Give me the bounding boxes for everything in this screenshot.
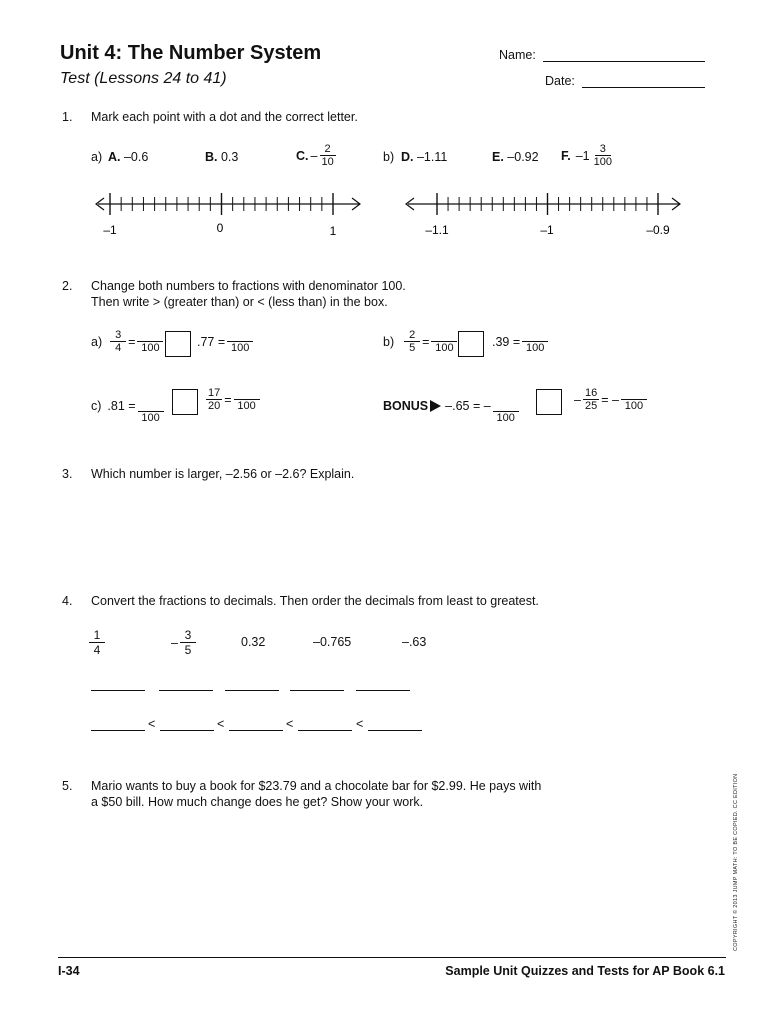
q2b-denominator: 5	[409, 342, 416, 354]
line-b-label-min: –1.1	[425, 223, 449, 237]
q4-order-blank-2[interactable]	[160, 730, 214, 731]
q5-work-area[interactable]	[91, 815, 711, 945]
bonus-decimal-denominator: 100	[496, 412, 515, 424]
q2c-denominator: 20	[208, 400, 221, 412]
q4-decimal-blank-5[interactable]	[356, 690, 410, 691]
q2a-fraction	[110, 329, 126, 354]
q2b-prefix: b)	[383, 334, 395, 349]
q2b-compare-box[interactable]	[458, 331, 484, 357]
footer-book-title: Sample Unit Quizzes and Tests for AP Book 6.1	[445, 964, 725, 978]
q5-number: 5.	[62, 779, 73, 793]
q4-order-blank-3[interactable]	[229, 730, 283, 731]
q4-decimal-blank-1[interactable]	[91, 690, 145, 691]
q2a-answer-denominator: 100	[141, 342, 160, 354]
q1b-prefix: b)	[383, 150, 395, 164]
point-f-denominator: 100	[593, 156, 612, 168]
name-field[interactable]	[543, 61, 705, 62]
q2a-compare-box[interactable]	[165, 331, 191, 357]
q2c-fraction	[206, 387, 222, 412]
q2b-answer-denominator: 100	[435, 342, 454, 354]
point-e-value: –0.92	[507, 150, 539, 164]
bonus-answer-denominator: 100	[624, 400, 644, 412]
date-label: Date:	[545, 74, 575, 88]
point-f-item	[561, 143, 614, 168]
point-a-label: A.	[108, 150, 121, 164]
name-label: Name:	[499, 48, 536, 62]
q4-less-than-1: <	[148, 717, 156, 731]
q4-less-than-4: <	[356, 717, 364, 731]
q2b-right	[492, 329, 548, 354]
q4-fraction-1	[89, 628, 105, 657]
line-b-label-max: –0.9	[646, 223, 670, 237]
q3-answer-area[interactable]	[91, 490, 711, 580]
q2c-prefix: c)	[91, 398, 102, 413]
bonus-decimal: –.65 = –	[445, 398, 491, 413]
point-c-label: C.	[296, 148, 309, 163]
q4-f1-denominator: 4	[93, 643, 101, 657]
q4-order-blank-1[interactable]	[91, 730, 145, 731]
point-c-item	[296, 143, 336, 168]
q2c-right: $\frac{17}{20}$ = 100	[206, 387, 260, 412]
q2-number: 2.	[62, 279, 73, 293]
q2a-left: a) $\frac{3}{4}$ = 100	[91, 329, 163, 354]
q4-f2-sign: –	[171, 635, 178, 650]
q4-less-than-3: <	[286, 717, 294, 731]
point-b-item	[205, 150, 238, 164]
number-line-b[interactable]	[400, 190, 690, 240]
q2b-fraction	[404, 329, 420, 354]
q4-order-blank-4[interactable]	[298, 730, 352, 731]
point-a-item	[108, 150, 148, 164]
point-f-whole: –1	[575, 148, 590, 163]
point-b-label: B.	[205, 150, 218, 164]
q4-less-than-2: <	[217, 717, 225, 731]
q2b-answer-fraction[interactable]	[431, 329, 457, 354]
page-title: Unit 4: The Number System	[60, 42, 322, 64]
q2b-decimal-denominator: 100	[525, 342, 545, 354]
line-b-label-mid: –1	[540, 223, 554, 237]
bonus-fraction	[583, 387, 599, 412]
point-c-numerator: 2	[320, 143, 336, 156]
q2c-answer-denominator: 100	[237, 400, 256, 412]
point-f-label: F.	[561, 148, 571, 163]
bonus-decimal-fraction[interactable]	[493, 399, 519, 424]
q4-f1-numerator: 1	[89, 628, 105, 643]
footer-page-number: I-34	[58, 964, 80, 978]
copyright-notice: COPYRIGHT © 2013 JUMP MATH: TO BE COPIED. CC EDITION	[733, 773, 739, 951]
q2b-decimal-fraction[interactable]	[522, 329, 548, 354]
point-c-fraction	[319, 143, 335, 168]
q2c-decimal: .81 =	[107, 398, 136, 413]
bonus-left	[383, 387, 519, 424]
q4-decimal-blank-2[interactable]	[159, 690, 213, 691]
point-d-item	[401, 150, 447, 164]
point-f-numerator: 3	[595, 143, 611, 156]
line-a-label-min: –1	[103, 223, 117, 237]
q2c-answer-fraction[interactable]	[234, 387, 260, 412]
footer-rule	[58, 957, 726, 958]
q2-prompt-line2: Then write > (greater than) or < (less than) in the box.	[91, 295, 388, 309]
bonus-compare-box[interactable]	[536, 389, 562, 415]
q2a-answer-fraction[interactable]	[137, 329, 163, 354]
point-c-sign: –	[310, 148, 318, 163]
q2a-decimal: .77 =	[197, 334, 226, 349]
bonus-arrow-icon	[430, 400, 441, 412]
point-e-label: E.	[492, 150, 504, 164]
q2c-numerator: 17	[208, 387, 221, 399]
line-a-label-max: 1	[329, 224, 337, 238]
q2b-decimal: .39 =	[492, 334, 521, 349]
q4-prompt: Convert the fractions to decimals. Then order the decimals from least to greatest.	[91, 594, 539, 608]
q3-number: 3.	[62, 467, 73, 481]
q2a-prefix: a)	[91, 334, 103, 349]
q3-prompt: Which number is larger, –2.56 or –2.6? Explain.	[91, 467, 355, 481]
q1-number: 1.	[62, 110, 73, 124]
q4-f2-numerator: 3	[180, 628, 196, 643]
q4-f2-denominator: 5	[184, 643, 192, 657]
q5-prompt-line1: Mario wants to buy a book for $23.79 and a chocolate bar for $2.99. He pays with	[91, 779, 542, 793]
bonus-numerator: 16	[584, 387, 598, 399]
date-field[interactable]	[582, 87, 705, 88]
q5-prompt-line2: a $50 bill. How much change does he get? Show your work.	[91, 795, 424, 809]
q2c-left	[91, 387, 164, 424]
point-b-value: 0.3	[220, 150, 239, 164]
line-a-label-zero: 0	[216, 221, 224, 235]
point-d-value: –1.11	[416, 150, 448, 164]
bonus-right: – $\frac{16}{25}$ = – 100	[574, 387, 647, 412]
q2a-right	[197, 329, 253, 354]
point-f-fraction	[592, 143, 614, 168]
bonus-denominator: 25	[584, 400, 598, 412]
number-line-a[interactable]	[90, 190, 370, 240]
point-e-item	[492, 150, 539, 164]
q2b-left: b) $\frac{2}{5}$ = 100	[383, 329, 457, 354]
bonus-answer-fraction[interactable]	[621, 387, 647, 412]
q4-number: 4.	[62, 594, 73, 608]
point-c-denominator: 10	[321, 156, 334, 168]
q2a-decimal-denominator: 100	[230, 342, 250, 354]
q1-prompt: Mark each point with a dot and the correct letter.	[91, 110, 358, 124]
q2c-decimal-fraction[interactable]	[138, 399, 164, 424]
point-d-label: D.	[401, 150, 414, 164]
q2a-denominator: 4	[115, 342, 122, 354]
point-a-value: –0.6	[123, 150, 149, 164]
q2c-decimal-denominator: 100	[141, 412, 160, 424]
q4-value-3: 0.32	[241, 635, 266, 649]
q2a-numerator: 3	[110, 329, 126, 342]
q4-decimal-blank-4[interactable]	[290, 690, 344, 691]
q1a-prefix: a)	[91, 150, 103, 164]
q4-value-5: –.63	[402, 635, 427, 649]
q2a-decimal-fraction[interactable]	[227, 329, 253, 354]
q4-fraction-2	[171, 628, 196, 657]
q4-value-4: –0.765	[313, 635, 352, 649]
q4-decimal-blank-3[interactable]	[225, 690, 279, 691]
q2-prompt-line1: Change both numbers to fractions with denominator 100.	[91, 279, 406, 293]
q2c-compare-box[interactable]	[172, 389, 198, 415]
q4-order-blank-5[interactable]	[368, 730, 422, 731]
bonus-sign: –	[574, 392, 581, 407]
page-subtitle: Test (Lessons 24 to 41)	[60, 70, 227, 87]
bonus-label: BONUS	[383, 398, 429, 413]
q2b-numerator: 2	[404, 329, 420, 342]
